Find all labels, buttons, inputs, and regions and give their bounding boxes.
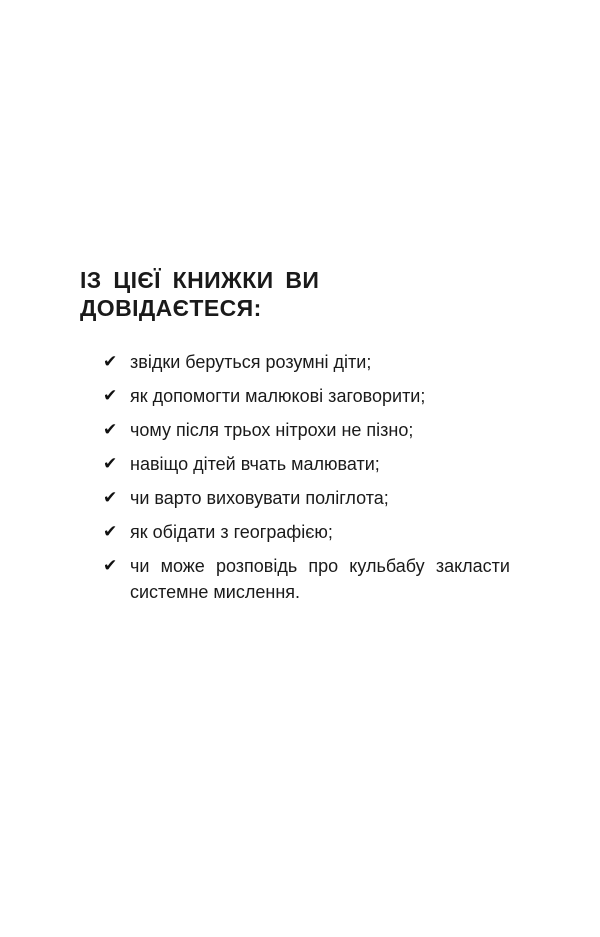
checkmark-icon: ✔	[103, 522, 118, 542]
list-item	[103, 553, 510, 605]
checkmark-icon: ✔	[103, 454, 118, 474]
page-title: ІЗ ЦІЄЇ КНИЖКИ ВИ ДОВІДАЄТЕСЯ:	[80, 267, 320, 321]
list-item-text: звідки беруться розумні діти;	[130, 352, 372, 372]
list-item-text: чи варто виховувати поліглота;	[130, 488, 389, 508]
checkmark-icon: ✔	[103, 420, 118, 440]
checkmark-icon: ✔	[103, 352, 118, 372]
page-content	[80, 266, 512, 613]
list-item	[103, 417, 510, 443]
list-item-text: як обідати з географією;	[130, 522, 333, 542]
checkmark-icon: ✔	[103, 386, 118, 406]
list-item	[103, 451, 510, 477]
book-points-list	[103, 349, 510, 605]
checkmark-icon: ✔	[103, 556, 118, 576]
list-item	[103, 383, 510, 409]
list-item-text: чому після трьох нітрохи не пізно;	[130, 420, 414, 440]
checkmark-icon: ✔	[103, 488, 118, 508]
list-item	[103, 519, 510, 545]
list-item-text: навіщо дітей вчать малювати;	[130, 454, 380, 474]
list-item-text: чи може розповідь про кульбабу закласти системне мислення.	[130, 556, 510, 602]
list-item-text: як допомогти малюкові заговорити;	[130, 386, 426, 406]
list-item	[103, 485, 510, 511]
list-item	[103, 349, 510, 375]
